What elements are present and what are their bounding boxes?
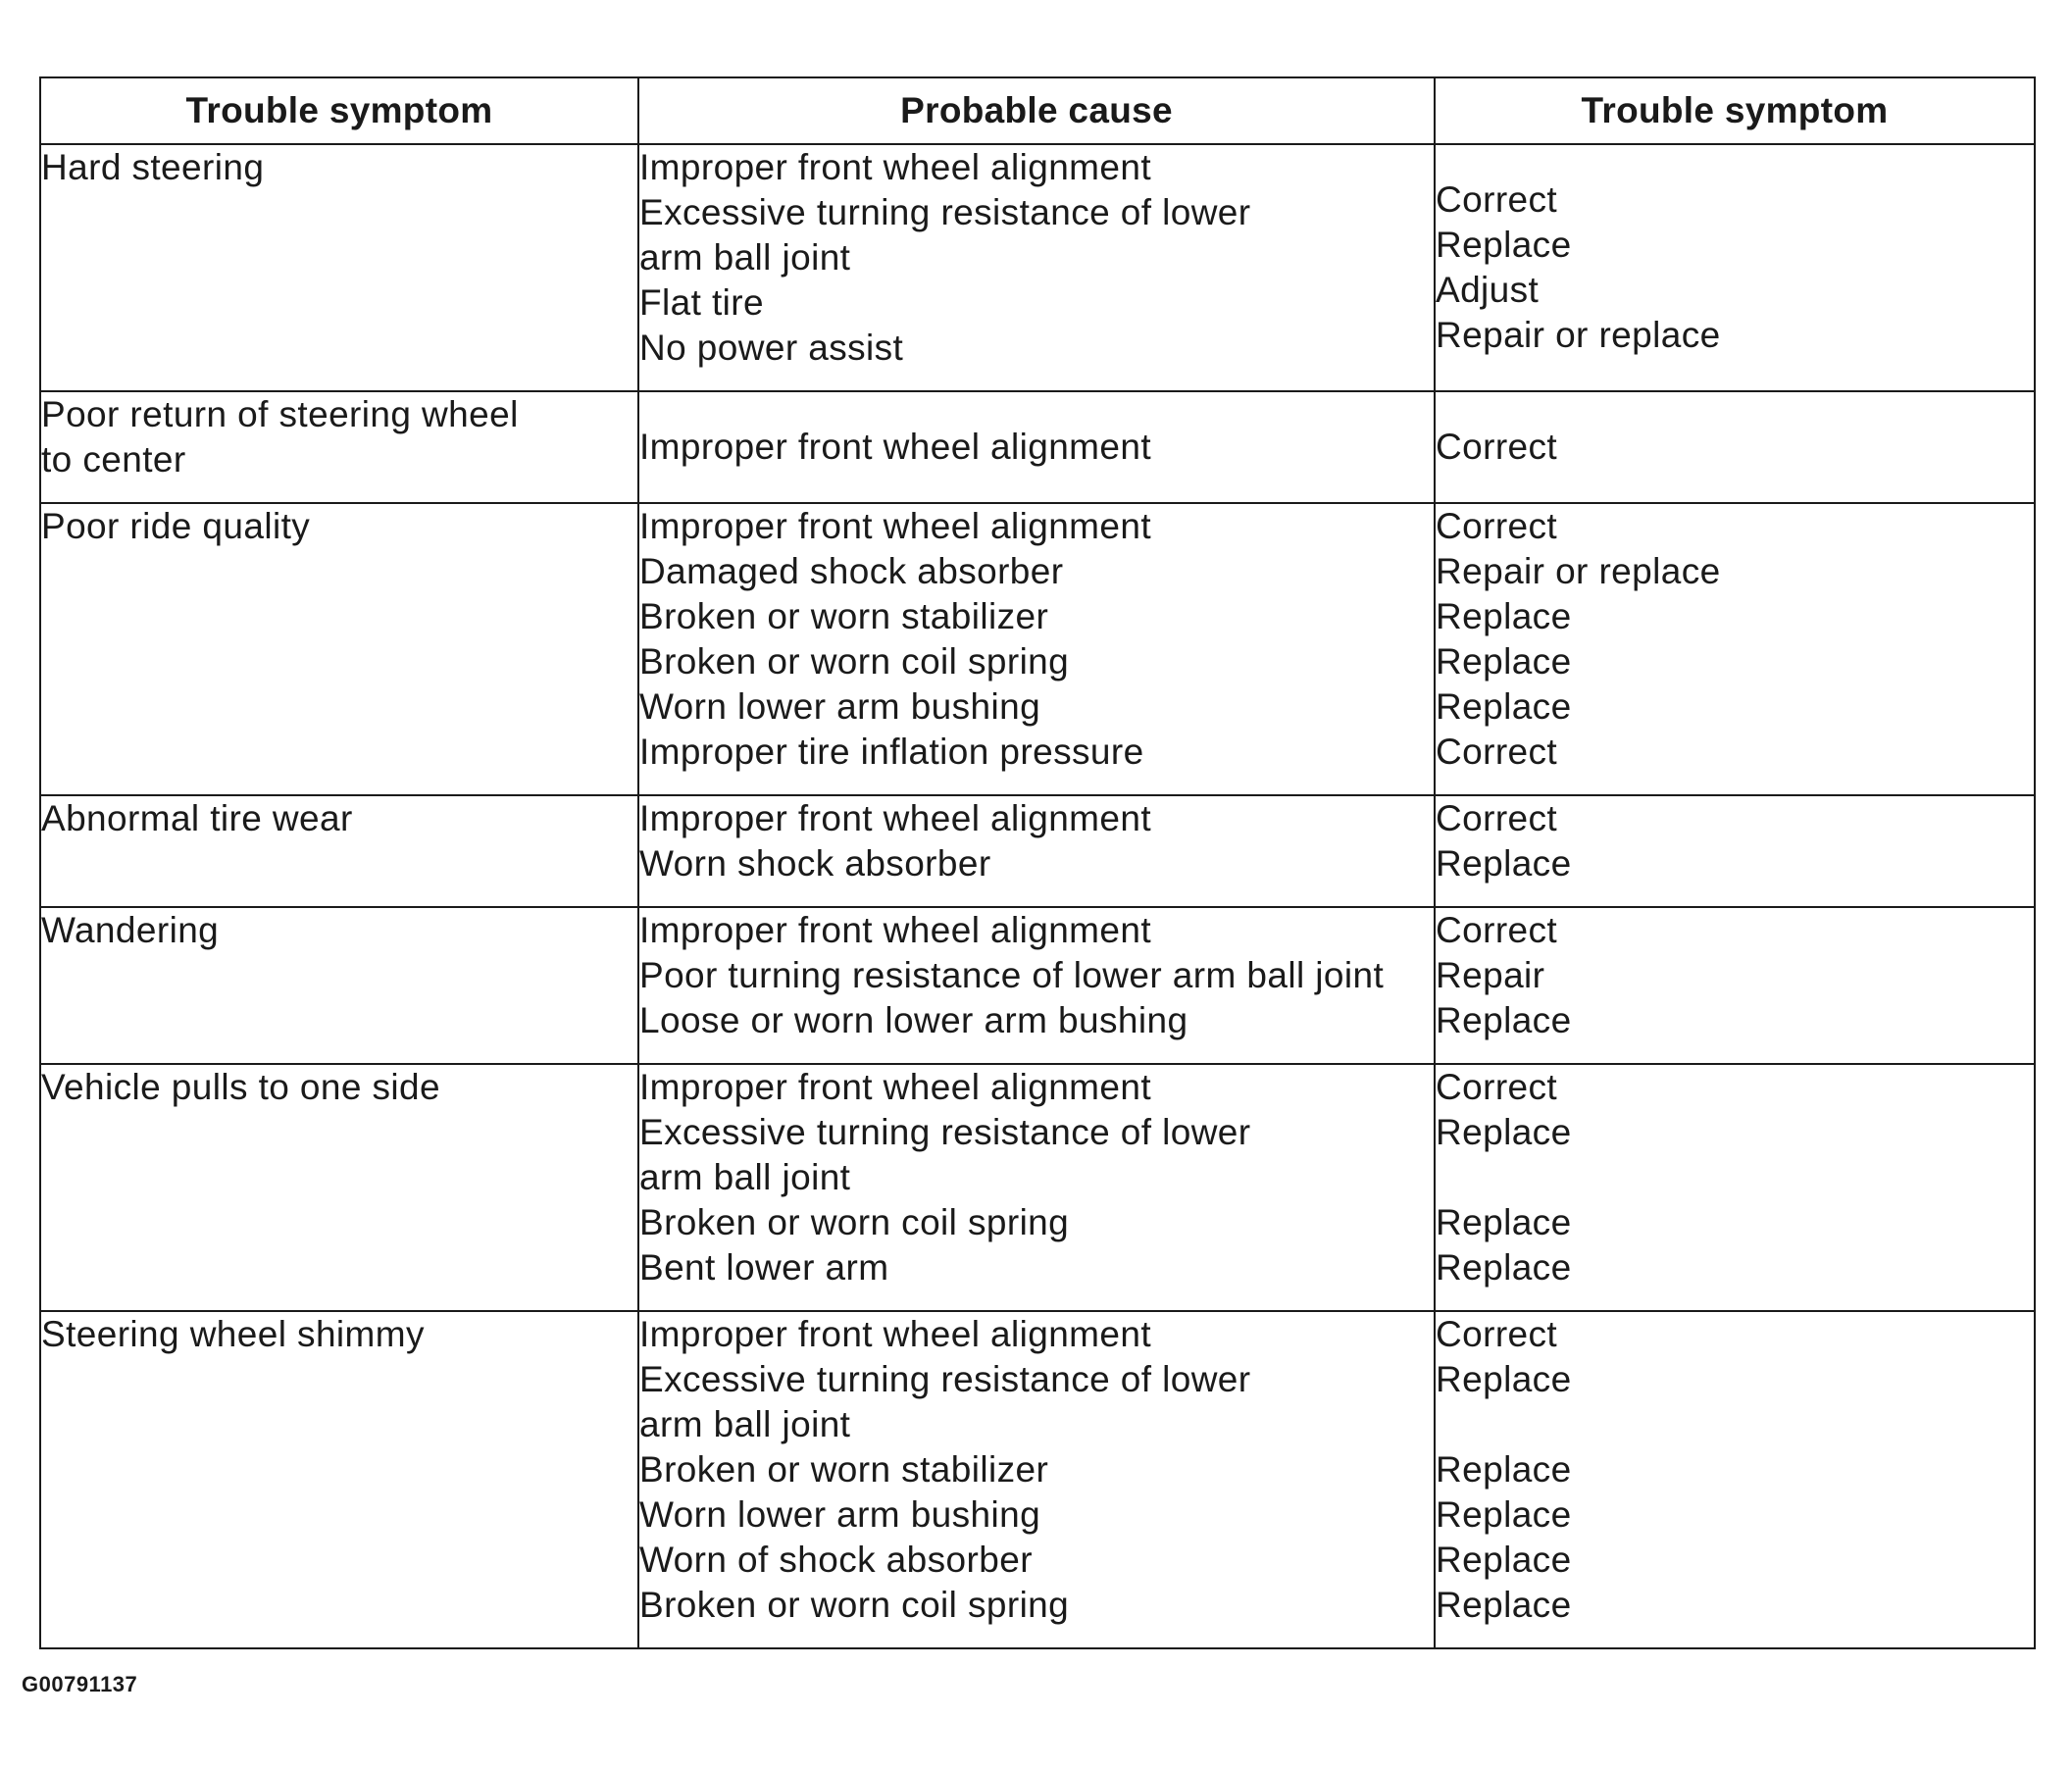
cause-text: Excessive turning resistance of lower <box>639 1359 1251 1399</box>
symptom-text: Wandering <box>41 910 220 950</box>
cause-text: Flat tire <box>639 282 764 323</box>
remedy-text <box>1436 1155 2034 1200</box>
remedy-text: Replace <box>1436 1112 1572 1152</box>
remedy-text: Replace <box>1436 843 1572 884</box>
remedy-cell <box>1435 907 2035 1064</box>
diagnosis-table-container <box>39 76 2036 1649</box>
cause-text: Worn lower arm bushing <box>639 1494 1041 1535</box>
cause-cell <box>638 1311 1435 1648</box>
symptom-cell <box>40 907 638 1064</box>
header-trouble-symptom: Trouble symptom <box>40 77 638 144</box>
cause-text: Improper front wheel alignment <box>639 1067 1152 1107</box>
table-row <box>40 1311 2035 1648</box>
remedy-text: Repair or replace <box>1436 315 1721 355</box>
figure-id-label: G00791137 <box>22 1672 138 1696</box>
cause-text: Improper front wheel alignment <box>639 427 1152 467</box>
remedy-text: Replace <box>1436 686 1572 727</box>
cause-text: Improper front wheel alignment <box>639 798 1152 838</box>
cause-text: Improper front wheel alignment <box>639 506 1152 546</box>
remedy-cell <box>1435 144 2035 391</box>
header-remedy: Trouble symptom <box>1435 77 2035 144</box>
remedy-text: Repair <box>1436 955 1545 995</box>
remedy-text: Replace <box>1436 1202 1572 1242</box>
remedy-cell <box>1435 795 2035 907</box>
symptom-text: Poor return of steering wheel <box>41 394 519 434</box>
symptom-text: Hard steering <box>41 147 265 187</box>
cause-text: Poor turning resistance of lower arm ball joint <box>639 955 1385 995</box>
cause-text: Broken or worn stabilizer <box>639 1449 1049 1490</box>
header-row <box>40 77 2035 144</box>
remedy-text: Correct <box>1436 910 1558 950</box>
cause-cell <box>638 1064 1435 1311</box>
cause-text: Improper front wheel alignment <box>639 147 1152 187</box>
table-row <box>40 907 2035 1064</box>
cause-text: No power assist <box>639 328 904 368</box>
symptom-cell <box>40 144 638 391</box>
cause-cell <box>638 795 1435 907</box>
cause-cell <box>638 144 1435 391</box>
symptom-cell <box>40 503 638 795</box>
symptom-cell <box>40 1064 638 1311</box>
remedy-cell <box>1435 1311 2035 1648</box>
header-probable-cause: Probable cause <box>638 77 1435 144</box>
table-row <box>40 1064 2035 1311</box>
cause-text: arm ball joint <box>639 237 851 278</box>
cause-text: arm ball joint <box>639 1404 851 1444</box>
remedy-text: Replace <box>1436 1585 1572 1625</box>
table-row <box>40 391 2035 503</box>
remedy-text: Replace <box>1436 596 1572 636</box>
remedy-text: Correct <box>1436 798 1558 838</box>
cause-text: Excessive turning resistance of lower <box>639 1112 1251 1152</box>
remedy-text: Correct <box>1436 427 1558 467</box>
cause-text: Improper tire inflation pressure <box>639 732 1144 772</box>
remedy-text: Replace <box>1436 225 1572 265</box>
diagnosis-table <box>39 76 2036 1649</box>
remedy-text: Correct <box>1436 1067 1558 1107</box>
remedy-text: Correct <box>1436 732 1558 772</box>
remedy-text: Replace <box>1436 1494 1572 1535</box>
symptom-text: Steering wheel shimmy <box>41 1314 425 1354</box>
table-row <box>40 795 2035 907</box>
remedy-text: Repair or replace <box>1436 551 1721 591</box>
table-row <box>40 144 2035 391</box>
remedy-text: Replace <box>1436 641 1572 682</box>
symptom-cell <box>40 795 638 907</box>
cause-text: Improper front wheel alignment <box>639 910 1152 950</box>
cause-text: Broken or worn stabilizer <box>639 596 1049 636</box>
symptom-text: to center <box>41 439 186 480</box>
cause-text: Improper front wheel alignment <box>639 1314 1152 1354</box>
table-header <box>40 77 2035 144</box>
cause-text: Damaged shock absorber <box>639 551 1064 591</box>
remedy-text: Replace <box>1436 1359 1572 1399</box>
remedy-text: Adjust <box>1436 270 1540 310</box>
remedy-text: Replace <box>1436 1000 1572 1040</box>
remedy-text: Replace <box>1436 1540 1572 1580</box>
symptom-text: Poor ride quality <box>41 506 311 546</box>
symptom-cell <box>40 391 638 503</box>
cause-text: Worn shock absorber <box>639 843 991 884</box>
cause-cell <box>638 391 1435 503</box>
table-row <box>40 503 2035 795</box>
remedy-text: Correct <box>1436 1314 1558 1354</box>
cause-cell <box>638 907 1435 1064</box>
cause-text: Loose or worn lower arm bushing <box>639 1000 1188 1040</box>
symptom-text: Abnormal tire wear <box>41 798 353 838</box>
remedy-text <box>1436 1402 2034 1447</box>
cause-text: Broken or worn coil spring <box>639 641 1070 682</box>
cause-text: Worn of shock absorber <box>639 1540 1033 1580</box>
cause-text: Worn lower arm bushing <box>639 686 1041 727</box>
table-body <box>40 144 2035 1648</box>
remedy-cell <box>1435 1064 2035 1311</box>
cause-text: arm ball joint <box>639 1157 851 1197</box>
cause-text: Excessive turning resistance of lower <box>639 192 1251 232</box>
symptom-cell <box>40 1311 638 1648</box>
remedy-text: Correct <box>1436 179 1558 220</box>
remedy-cell <box>1435 503 2035 795</box>
cause-text: Broken or worn coil spring <box>639 1585 1070 1625</box>
symptom-text: Vehicle pulls to one side <box>41 1067 440 1107</box>
remedy-text: Replace <box>1436 1247 1572 1288</box>
cause-text: Bent lower arm <box>639 1247 889 1288</box>
remedy-cell <box>1435 391 2035 503</box>
remedy-text: Correct <box>1436 506 1558 546</box>
cause-cell <box>638 503 1435 795</box>
remedy-text: Replace <box>1436 1449 1572 1490</box>
cause-text: Broken or worn coil spring <box>639 1202 1070 1242</box>
